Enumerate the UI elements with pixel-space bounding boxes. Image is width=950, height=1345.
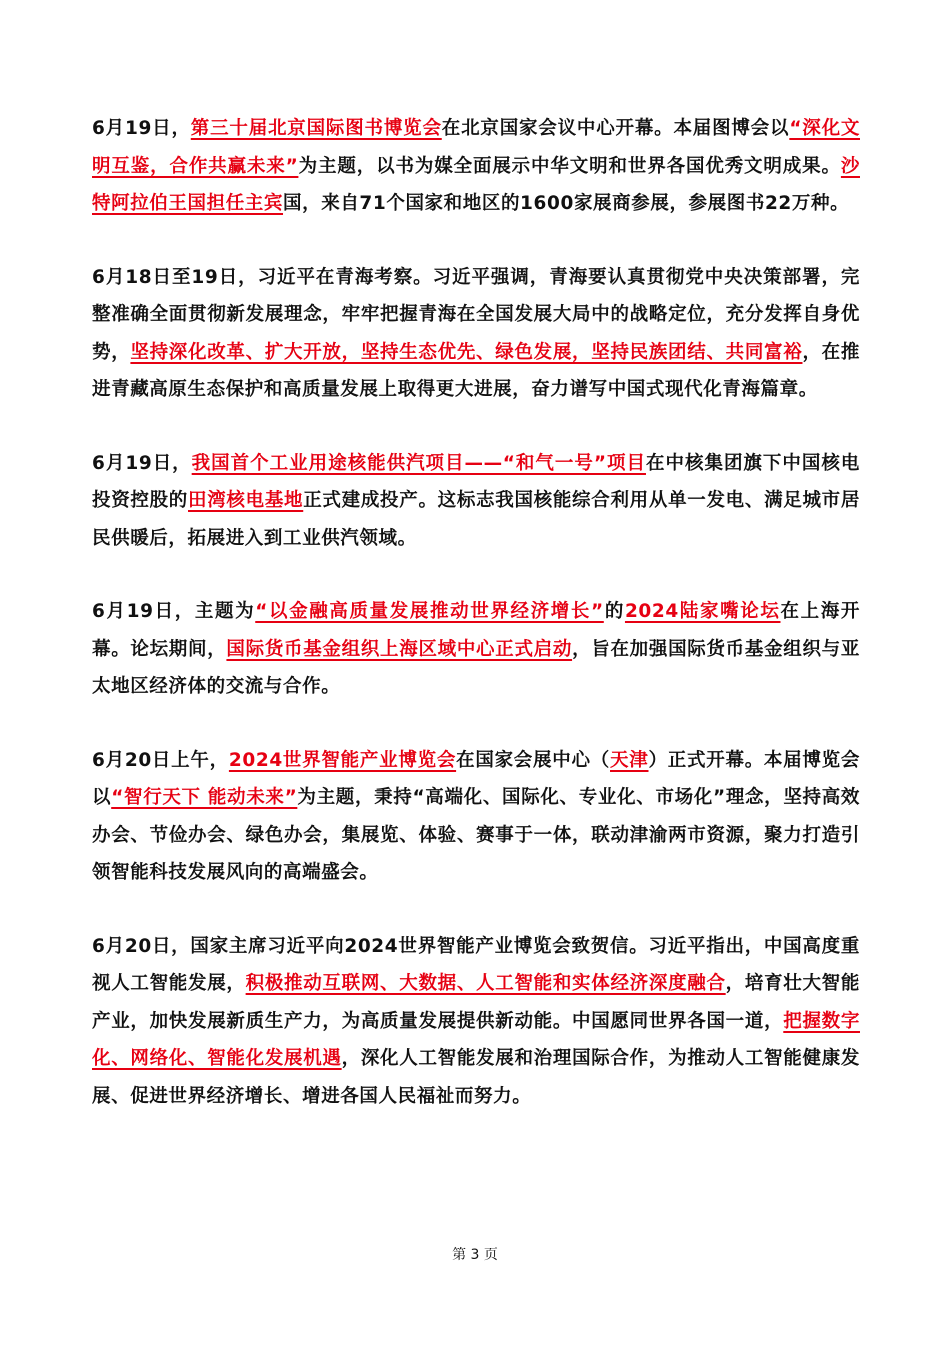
paragraph-text: 的	[603, 601, 625, 622]
highlighted-text: 国际货币基金组织上海区域中心正式启动	[226, 638, 573, 660]
highlighted-text: 2024陆家嘴论坛	[624, 601, 781, 622]
paragraph-text: 在上海开幕。论坛期间，	[92, 601, 860, 660]
paragraph-text: 在国家会展中心（	[456, 749, 611, 771]
highlighted-text: “智行天下 能动未来”	[111, 787, 298, 808]
highlighted-text: 我国首个工业用途核能供汽项目——“和气一号”项目	[191, 452, 646, 474]
paragraph-text: 6月18日至19日，习近平在青海考察。习近平强调，青海要认真贯彻党中央决策部署，完整准确全面贯彻新发展理念，牢牢把握青海在全国发展大局中的战略定位，充分发挥自身优势，	[92, 266, 860, 363]
page-number: 第 3 页	[452, 1247, 498, 1263]
paragraph-text: ，旨在加强国际货币基金组织与亚太地区经济体的交流与合作。	[92, 638, 860, 697]
paragraph-text: 在中核集团旗下中国核电投资控股的	[92, 452, 860, 511]
highlighted-text: “深化文明互鉴，合作共赢未来”	[92, 118, 860, 177]
paragraph-text: ）正式开幕。本届博览会以	[92, 749, 860, 808]
document-body	[92, 110, 860, 1151]
news-paragraph-6	[92, 928, 860, 1116]
paragraph-text: 为主题，秉持“高端化、国际化、专业化、市场化”理念，坚持高效办会、节俭办会、绿色办会，集展览、体验、赛事于一体，联动津渝两市资源，聚力打造引领智能科技发展风向的高端盛会。	[92, 787, 860, 883]
highlighted-text: 坚持深化改革、扩大开放，坚持生态优先、绿色发展，坚持民族团结、共同富裕	[130, 341, 803, 363]
paragraph-text: 6月19日，主题为	[92, 601, 256, 622]
news-paragraph-3	[92, 445, 860, 558]
highlighted-text: 天津	[610, 749, 649, 771]
highlighted-text: 把握数字化、网络化、智能化发展机遇	[92, 1010, 860, 1069]
paragraph-text: 6月20日上午，	[92, 749, 229, 771]
highlighted-text: 田湾核电基地	[188, 490, 304, 511]
news-paragraph-2	[92, 259, 860, 409]
paragraph-text: ，深化人工智能发展和治理国际合作，为推动人工智能健康发展、促进世界经济增长、增进各国人民福祉而努力。	[92, 1048, 860, 1107]
paragraph-text: 正式建成投产。这标志我国核能综合利用从单一发电、满足城市居民供暖后，拓展进入到工业供汽领域。	[92, 490, 860, 549]
highlighted-text: “以金融高质量发展推动世界经济增长”	[255, 601, 604, 622]
highlighted-text: 沙特阿拉伯王国担任主宾	[92, 155, 860, 214]
news-paragraph-1	[92, 110, 860, 223]
paragraph-text: ，在推进青藏高原生态保护和高质量发展上取得更大进展，奋力谱写中国式现代化青海篇章。	[92, 341, 860, 400]
highlighted-text: 2024世界智能产业博览会	[228, 749, 457, 771]
highlighted-text: 第三十届北京国际图书博览会	[190, 118, 442, 139]
paragraph-text: 在北京国家会议中心开幕。本届图博会以	[441, 118, 790, 139]
highlighted-text: 积极推动互联网、大数据、人工智能和实体经济深度融合	[245, 973, 726, 994]
paragraph-text: 6月20日，国家主席习近平向2024世界智能产业博览会致贺信。习近平指出，中国高度重视人工智能发展，	[92, 935, 860, 994]
paragraph-text: 为主题，以书为媒全面展示中华文明和世界各国优秀文明成果。	[298, 155, 841, 177]
news-paragraph-4	[92, 593, 860, 706]
news-paragraph-5	[92, 742, 860, 892]
paragraph-text: 6月19日，	[92, 452, 192, 474]
paragraph-text: 国，来自71个国家和地区的1600家展商参展，参展图书22万种。	[283, 193, 850, 214]
paragraph-text: 6月19日，	[92, 118, 191, 139]
paragraph-text: ，培育壮大智能产业，加快发展新质生产力，为高质量发展提供新动能。中国愿同世界各国一道，	[92, 973, 860, 1032]
